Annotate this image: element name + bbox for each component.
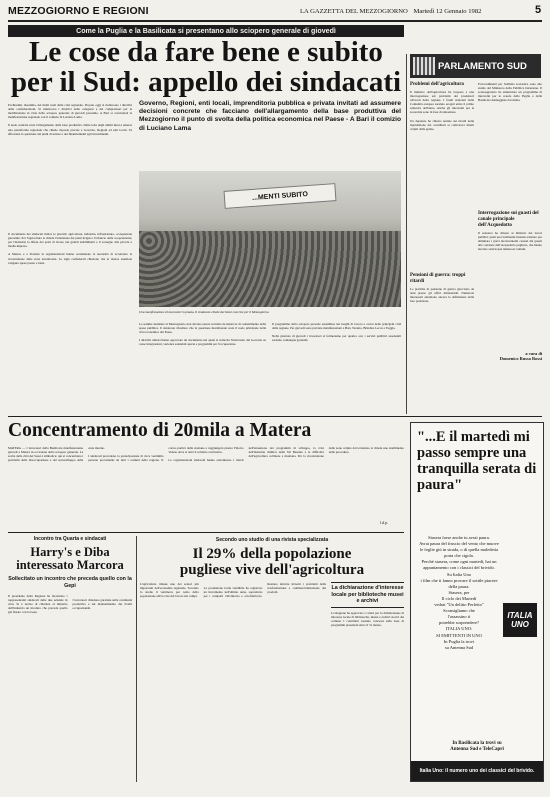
- paper-name: LA GAZZETTA DEL MEZZOGIORNO: [300, 8, 408, 15]
- lead-body-right: Il programma dello sciopero prevede assemblee nei luoghi di lavoro e cortei nelle principali città della regione. Per giovedì sono previste manifestazioni a Bari, Taranto, Brindisi, Lecce e Foggia. Nella giornata di giovedì i lavoratori si fermeranno per quattro ore; i servizi pubblici essenziali saranno comunque garantiti.: [272, 322, 401, 343]
- ad-footer: In Basilicata la trovi su Antenna Sud e TeleCapri: [450, 741, 504, 753]
- agricoltura-headline: [140, 546, 404, 578]
- parlamento-title-agricoltura: Problemi dell'agricoltura: [410, 82, 464, 87]
- masthead-paper: [300, 8, 481, 15]
- section-rule-1: [8, 416, 542, 417]
- parlamento-column-2: [478, 82, 542, 362]
- lead-body-middle: Le somme destinate al Mezzogiorno non devono essere sottratte da manovre di contenimento della spesa pubblica. Il sindacato ribadisce che la questione meridionale resta il nodo principale della crisi economica del Paese. I direttivi unitari hanno approvato un documento nel quale si sollecita l'intervento del Governo su casse integrazioni, vertenze aziendali aperte e programmi per l'occupazione.: [139, 322, 266, 347]
- masthead-rule: [8, 20, 542, 22]
- agricoltura-headline-line1: Il 29% della popolazione: [192, 546, 352, 562]
- matera-byline: l.d.p.: [380, 520, 389, 525]
- ad-body: Stasera forse anche tu avrai paura. Avrai paura del fruscio del vento che muove le foglie giù in strada, o di quella maledetta porta che cigola. Perché stasera, come ogni martedì, hai un appuntamento con i classici del brivido. Su Italia Uno i film che ti fanno provare il sottile piacere della paura. Stasera, per Il ciclo dei Martedì vedrai "Un delitto Perfetto" Sconsigliamo che l'assassino ti potrebbe sorprendere? ITALIA UNO: SI EMITTENTI IN UNO In Puglia la trovi su Antenna Sud: [419, 535, 499, 650]
- logo-top: ITALIA: [507, 611, 533, 620]
- ad-quote: "...E il martedì mi passo sempre una tranquilla serata di paura": [417, 429, 537, 493]
- parlamento-badge-label: PARLAMENTO SUD: [438, 60, 527, 72]
- column-rule-harrys: [136, 536, 137, 782]
- parlamento-badge: [410, 54, 541, 78]
- photo-banner-text: ...MENTI SUBITO: [251, 190, 309, 202]
- lead-body-left: Il documento dei sindacati indica le priorità: agricoltura, industria, infrastrutture, occupazione giovanile. Per l'agricoltura si chiede l'attuazione dei piani irrigui e il rilancio della cooperazione; per l'industria la difesa dei posti di lavoro nei grandi stabilimenti e il sostegno alla piccola e media impresa. A Matera e a Potenza le organizzazioni hanno sottolineato la necessità di accelerare la ricostruzione delle zone terremotate. Le sigle confederali chiedono che le risorse stanziate vengano spese presto e bene.: [8, 232, 132, 265]
- parlamento-title-acquedotto: Interrogazione sui guasti del canale principale dell'Acquedotto: [478, 211, 539, 228]
- harrys-kicker: Incontro tra Quarta e sindacati: [33, 536, 107, 542]
- parliament-building-icon: [413, 57, 435, 75]
- photo-banner: [224, 183, 337, 209]
- biblioteche-body: La Regione ha approvato i criteri per la dichiarazione di interesse locale di biblioteche, musei e archivi storici dei comuni. I contributi saranno concessi sulla base di programmi presentati entro il 31 marzo.: [331, 610, 405, 628]
- matera-body: MATERA — I lavoratori della Basilicata manifesteranno giovedì a Matera in occasione dello sciopero generale. La scelta della città dei Sassi è simbolica: qui si concentrano i problemi della disoccupazione e del sottosviluppo delle zone interne. I sindacati prevedono la partecipazione di circa ventimila persone provenienti da tutti i comuni della regione. Il corteo partirà dalla stazione e raggiungerà piazza Vittorio Veneto dove si terrà il comizio conclusivo. Le organizzazioni sindacali hanno sottolineato i ritardi nell'attuazione dei programmi di sviluppo, la crisi dell'industria chimica della Val Basento e le difficoltà dell'agricoltura collinare e montana. Per la ricostruzione delle zone colpite dal terremoto si chiede uno snellimento delle procedure.: [8, 446, 404, 463]
- biblioteche-title: La dichiarazione d'interesse locale per biblioteche musei e archivi: [331, 582, 404, 608]
- parlamento-signature: a cura di Domenico Russo Rossi: [499, 351, 542, 362]
- lead-kicker: Come la Puglia e la Basilicata si presentano allo sciopero generale di giovedì: [8, 25, 404, 37]
- section-rule-2: [8, 532, 404, 533]
- lead-headline: [8, 37, 404, 97]
- parlamento-body-pensioni: Le pratiche di pensione di guerra giacciono da anni presso gli uffici ministeriali. Numerosi interessati attendono ancora la definizione della loro posizione.: [410, 287, 475, 304]
- crowd-shape: [139, 231, 401, 307]
- logo-bottom: UNO: [511, 620, 529, 629]
- harrys-deck: Sollecitato un incontro che preceda quello con la Gepi: [8, 576, 132, 589]
- harrys-headline: Harry's e Diba interessato Marcora: [16, 545, 124, 572]
- lead-deck: Governo, Regioni, enti locali, imprenditoria pubblica e privata invitati ad assumere decisioni concrete che facciano dell'allargamento della base produttiva del Mezzogiorno il punto di svolta della politica economica nel Paese - A Bari il comizio di Luciano Lama: [139, 100, 401, 132]
- parlamento-title-pensioni: Pensioni di guerra: troppi ritardi: [410, 273, 466, 284]
- column-rule-parlamento: [406, 54, 407, 414]
- ad-banner: Italia Uno: il numero uno dei classici del brivido.: [411, 761, 543, 781]
- matera-headline: Concentramento di 20mila a Matera: [8, 420, 312, 441]
- protest-photo: [139, 171, 401, 307]
- photo-caption: Una manifestazione di lavoratori in piazza. Il sindacato chiede decisioni concrete per il Mezzogiorno.: [139, 310, 270, 314]
- parlamento-body-acquedotto: Il senatore ha chiesto al ministro dei lavori pubblici quali provvedimenti intenda adottare per eliminare i gravi inconvenienti causati dai guasti alle condotte dell'Acquedotto pugliese, che hanno lasciato senz'acqua numerosi comuni.: [478, 231, 543, 252]
- parlamento-column-1: [410, 82, 474, 357]
- agricoltura-kicker: Secondo uno studio di una rivista specializzata: [215, 537, 329, 543]
- agricoltura-headline-line2: pugliese vive dell'agricoltura: [179, 562, 365, 578]
- lead-headline-line2: per il Sud: appello dei sindacati: [10, 66, 402, 98]
- lead-headline-line1: Le cose da fare bene e subito: [29, 36, 383, 68]
- harrys-body: Il presidente della Regione ha incontrato i rappresentanti sindacali delle due aziende in crisi. Si è deciso di chiedere al ministro dell'industria un incontro che preceda quello già fissato con la Gepi. I lavoratori chiedono garanzie sulla continuità produttiva e sul mantenimento dei livelli occupazionali.: [8, 594, 132, 615]
- parlamento-body-scuola: Provvedimenti per l'edilizia scolastica sono allo studio del Ministero della Pubblica Istruzione. Il sottosegretario ha annunciato un programma di interventi per le scuole della Puglia e della Basilicata danneggiate dal sisma.: [478, 82, 543, 103]
- section-title: MEZZOGIORNO E REGIONI: [8, 5, 149, 17]
- lead-body-intro: Pochissimi, insomma, dei molti nodi della crisi regionale. Proprio oggi si riuniscono i direttivi delle confederazioni. Si riuniscono i direttivi delle categorie e dei comprensori per la mobilitazione in vista dello sciopero generale di giovedì prossimo. A Bari si concluderà la manifestazione regionale con il comizio di Luciano Lama. Il nodo centrale resta l'allargamento della base produttiva. Dalle lotte degli ultimi mesi è emersa una piattaforma regionale che chiede risposte precise a Governo, Regioni ed enti locali. Va affrontata la questione dei piani di settore e dei finanziamenti agli investimenti.: [8, 103, 132, 136]
- paper-date: Martedì 12 Gennaio 1982: [413, 8, 482, 15]
- italia-uno-ad: [410, 422, 544, 782]
- parlamento-body-agricoltura: Il ministro dell'agricoltura ha risposto a una interrogazione sui problemi dei produttori olivicoli della regione. I fondi stanziati dalla Comunità europea saranno erogati entro il primo semestre dell'anno. Anche gli interventi per la zootecnia sono in fase di attuazione. Un deputato ha chiesto notizie sui ritardi nella liquidazione dei contributi ai coltivatori diretti colpiti dalle gelate.: [410, 90, 474, 131]
- page-number: 5: [535, 4, 542, 16]
- italia-uno-logo: [503, 603, 537, 637]
- agricoltura-body: L'agricoltura rimane uno dei settori più importanti dell'economia regionale. Secondo lo studio il ventinove per cento della popolazione attiva vive del lavoro nei campi. La produzione lorda vendibile ha registrato un incremento nell'ultimo anno, soprattutto per i comparti vitivinicolo e ortofrutticolo. Restano tuttavia irrisolti i problemi della trasformazione e commercializzazione dei prodotti.: [140, 582, 326, 599]
- biblioteche-box: [331, 582, 404, 761]
- harrys-article: [8, 536, 132, 770]
